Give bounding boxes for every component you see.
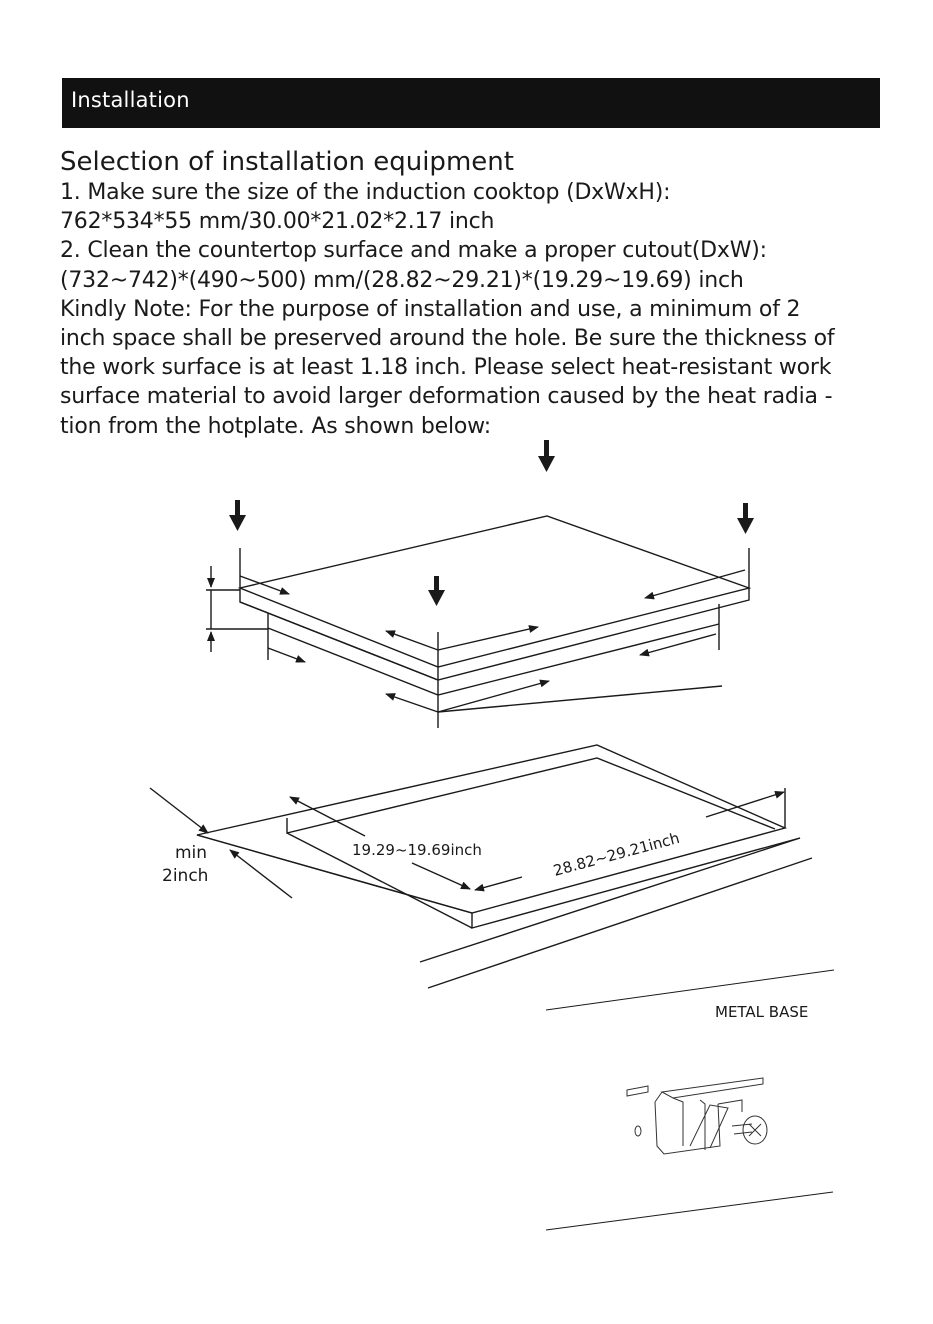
instruction-line: tion from the hotplate. As shown below: [60, 413, 491, 439]
length-dimension-label: 28.82~29.21inch [551, 828, 682, 880]
down-arrow-icon [428, 576, 445, 606]
bracket-icon [627, 1078, 767, 1154]
min-value-label: 2inch [162, 866, 209, 886]
section-title: Selection of installation equipment [60, 147, 514, 177]
clearance-arrows [229, 440, 754, 606]
min-label: min [175, 843, 208, 863]
cooktop-drawing [206, 516, 749, 728]
instruction-line: Kindly Note: For the purpose of installation and use, a minimum of 2 [60, 296, 801, 322]
metal-base-label: METAL BASE [715, 1003, 809, 1021]
down-arrow-icon [538, 440, 555, 472]
instruction-line: surface material to avoid larger deformation caused by the heat radia - [60, 384, 833, 410]
instruction-line: 762*534*55 mm/30.00*21.02*2.17 inch [60, 209, 495, 235]
instruction-line: the work surface is at least 1.18 inch. Please select heat-resistant work [60, 355, 832, 381]
instruction-line: 1. Make sure the size of the induction cooktop (DxWxH): [60, 180, 671, 205]
instruction-line: (732~742)*(490~500) mm/(28.82~29.21)*(19.29~19.69) inch [60, 267, 744, 293]
down-arrow-icon [737, 503, 754, 534]
countertop-drawing [150, 745, 812, 988]
down-arrow-icon [229, 500, 246, 531]
instruction-line: inch space shall be preserved around the hole. Be sure the thickness of [60, 326, 835, 352]
instruction-line: 2. Clean the countertop surface and make a proper cutout(DxW): [60, 238, 767, 264]
header-title: Installation [71, 88, 190, 112]
width-dimension-label: 19.29~19.69inch [352, 841, 482, 859]
